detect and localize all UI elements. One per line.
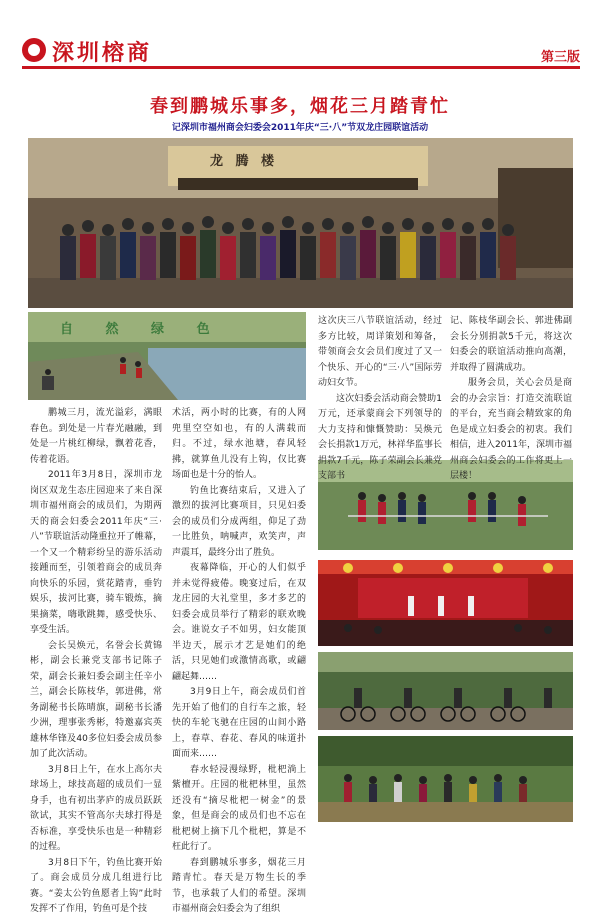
col2-paragraph-1: 术活，两小时的比赛，有的人网兜里空空如也，有的人满载而归。不过，绿水池塘，春风轻拂，就算鱼儿没有上钩，仅比赛场面也是十分的怡人。 [172, 408, 306, 480]
bicycle-photo [318, 652, 573, 730]
col2-paragraph-3: 夜幕降临，开心的人们似乎并未觉得疲倦。晚宴过后，在双龙庄园的大礼堂里，多才多艺的妇委会成员举行了精彩的联欢晚会。谁说女子不如男，妇女能顶半边天，展示才艺是她们的绝活，只见她们或激情高歌，或翩翩起舞…… [172, 563, 306, 682]
article-subtitle: 记深圳市福州商会妇委会2011年庆“三·八”节双龙庄园联谊活动 [171, 123, 429, 133]
col2-paragraph-5: 春水轻浸漫绿野，枇杷淌上紫檀开。庄园的枇杷林里，虽然还没有“摘尽枇杷一树金”的景象，但是商会的成员们也不忘在枇杷树上摘下几个枇杷，算是不枉此行了。 [172, 764, 306, 852]
page-header [0, 0, 600, 80]
masthead: 深圳榕商 [52, 40, 153, 66]
chamber-logo-icon [22, 38, 46, 62]
article-column-4 [450, 314, 572, 485]
col1-paragraph-3: 会长吴焕元，名誉会长黄锦彬，副会长兼党支部书记陈子荣，副会长兼妇委会副主任辛小兰，副会长陈枝华，郭进佛，常务副秘书长陈晴旗，副秘书长潘少洲，理事张秀彬，特邀嘉宾英雄林华锋及40多位妇委会成员参加了此次活动。 [30, 640, 162, 759]
col4-paragraph-1: 记、陈枝华副会长、郭进佛副会长分别捐款5千元，将这次妇委会的联谊活动推向高潮，并取得了圆满成功。 [450, 316, 572, 373]
evening-party-photo [318, 560, 573, 646]
col3-paragraph-2: 这次妇委会活动商会赞助1万元，还承蒙商会下列领导的大力支持和慷慨赞助：吴焕元会长捐款1万元，林祥华监事长捐款7千元，陈子荣副会长兼党支部书 [318, 393, 442, 481]
col2-paragraph-2: 钓鱼比赛结束后，又进入了激烈的拔河比赛项目，只见妇委会的成员们分成两组，仰足了劲一比胜负，呐喊声，欢笑声，声声震耳，最终分出了胜负。 [172, 485, 306, 558]
col2-paragraph-6: 春到鹏城乐事多，烟花三月踏青忙。春天是万物生长的季节，也承载了人们的希望。深圳市福州商会妇委会为了组织 [172, 857, 306, 914]
col1-paragraph-2: 2011年3月8日，深圳市龙岗区双龙生态庄园迎来了来自深圳市福州商会的成员们，为期两天的商会妇委会2011年庆“三·八”节联谊活动隆重拉开了帷幕，一个又一个精彩纷呈的游乐活动接踵而至，引领着商会的成员奔向快乐的乐园，赏花踏青，垂钓娱乐，拔河比赛，骑车锻炼，摘果摘菜，嗨歌跳舞，感受快乐、享受生活。 [30, 470, 162, 635]
col1-paragraph-5: 3月8日下午，钓鱼比赛开始了。商会成员分成几组进行比赛。“姜太公钓鱼愿者上钩”此时发挥不了作用，钓鱼可是个技 [30, 857, 162, 914]
article-column-3 [318, 314, 442, 485]
photo-banner: 自 然 绿 色 [60, 322, 224, 337]
col4-paragraph-2: 服务会员，关心会员是商会的办会宗旨：打造交流联谊的平台，充当商会精致家的角色是成立妇委会的初衷。我们相信，进入2011年，深圳市福州商会妇委会的工作将更上一层楼！ [450, 378, 572, 481]
article-column-1 [30, 406, 162, 918]
page-number: 第三版 [540, 50, 580, 65]
group-photo [28, 138, 573, 308]
article-column-2 [172, 406, 306, 918]
loquat-orchard-photo [318, 736, 573, 822]
header-rule [22, 66, 580, 69]
col1-paragraph-4: 3月8日上午，在水上高尔夫球场上，球技高超的成员们一显身手，也有初出茅庐的成员跃跃欲试，其实不管高尔夫球打得是否标准，享受快乐也是一种精彩的过程。 [30, 764, 162, 852]
article-title: 春到鹏城乐事多，烟花三月踏青忙 [150, 96, 450, 117]
photo-sign: 龙 腾 楼 [210, 154, 279, 169]
col3-paragraph-1: 这次庆三八节联谊活动，经过多方比较，周详策划和筹备，带领商会女会员们度过了又一个快乐、开心的“三·八”国际劳动妇女节。 [318, 316, 442, 388]
col1-paragraph-1: 鹏城三月，流光溢彩，满眼春色。到处是一片春光融融，到处是一片桃红柳绿，飘着花香，传着花语。 [30, 408, 162, 465]
col2-paragraph-4: 3月9日上午，商会成员们首先开始了他们的自行车之旅，轻快的车轮飞驰在庄园的山间小路上，春草、春花、春风的味道扑面而来…… [172, 687, 306, 759]
